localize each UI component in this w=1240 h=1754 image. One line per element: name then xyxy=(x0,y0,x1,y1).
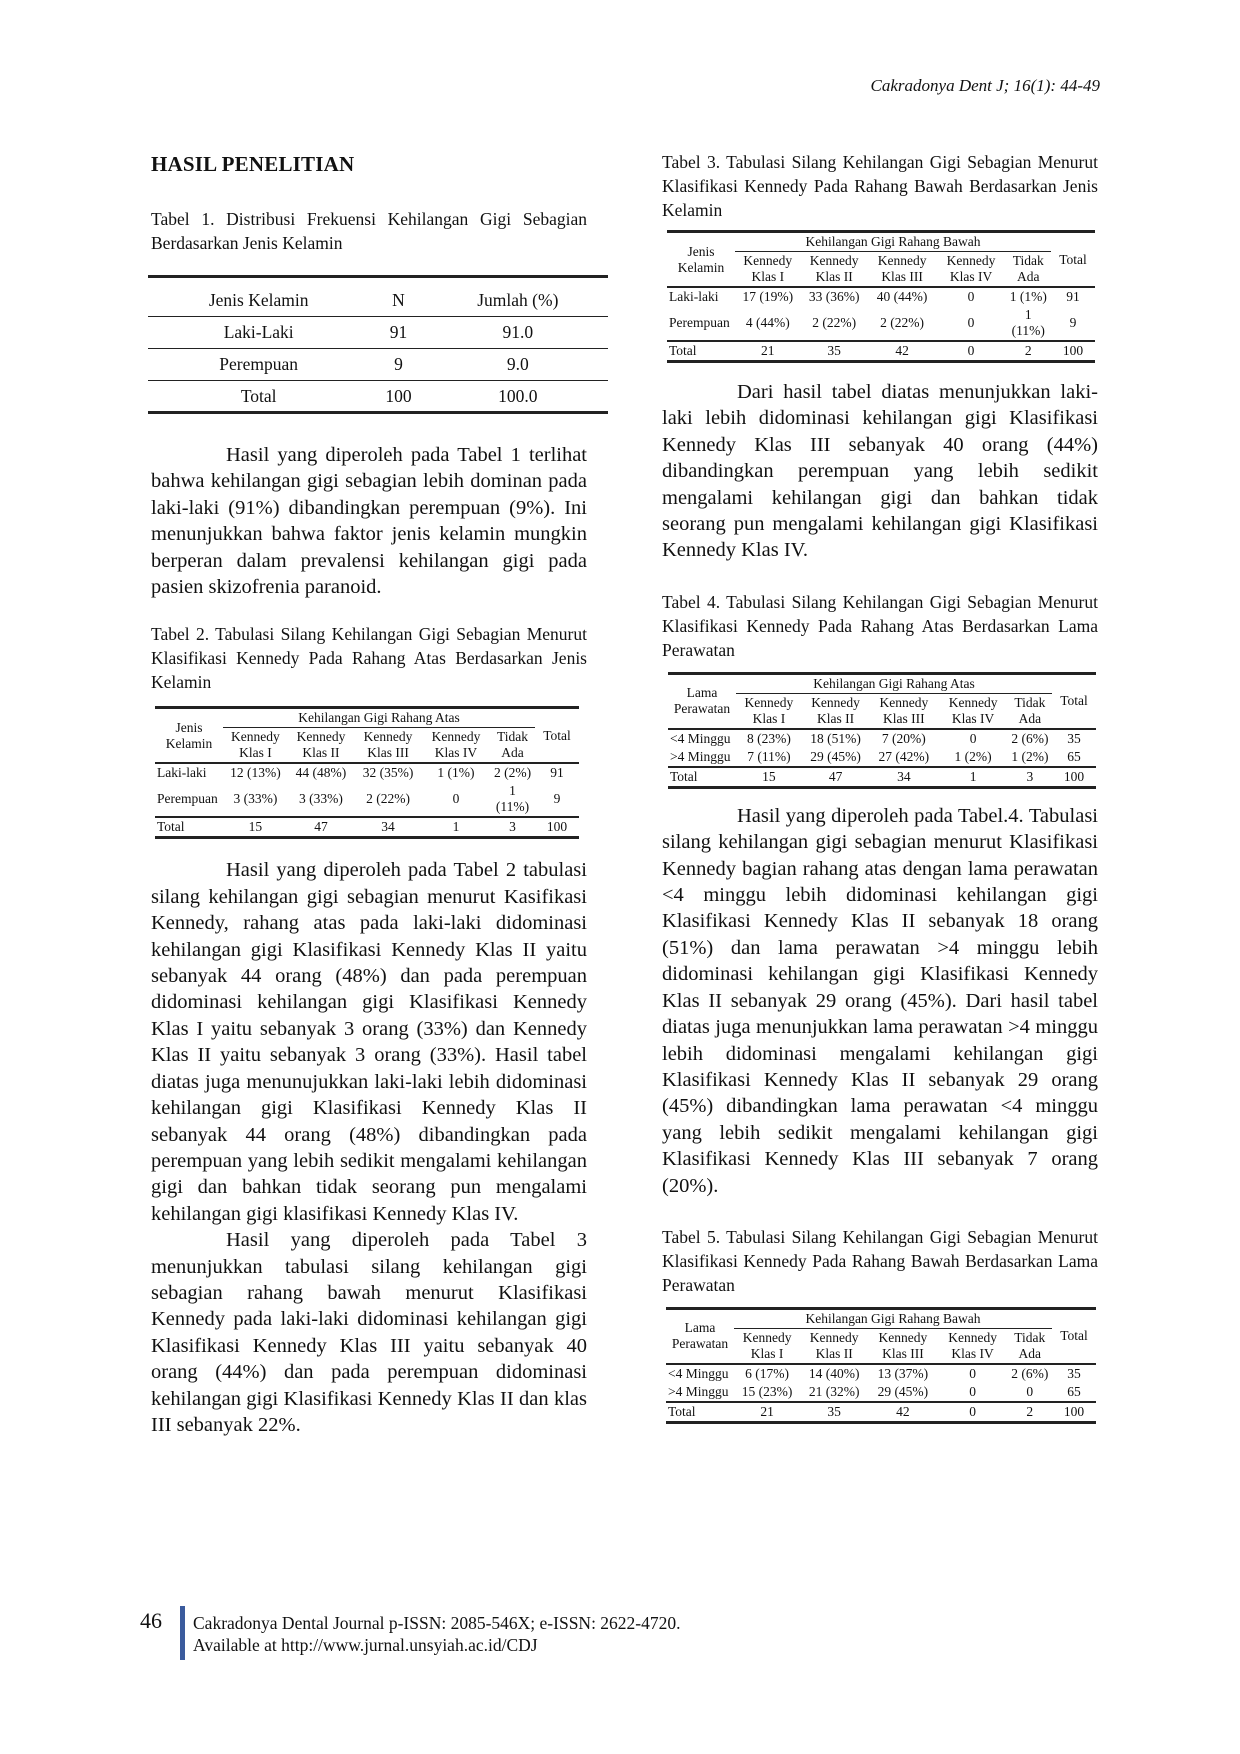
table-cell: 8 (23%) xyxy=(746,730,791,746)
table-row xyxy=(668,748,1096,767)
table-cell: 15 (23%) xyxy=(741,1383,793,1399)
column-header-cell: Kennedy Klas II xyxy=(800,1328,868,1364)
total-cell: 34 xyxy=(869,767,938,788)
table-cell: 7 (20%) xyxy=(881,730,926,746)
table-cell: 1 (1%) xyxy=(1009,289,1047,304)
row-header-cell: Lama Perawatan xyxy=(668,673,736,729)
total-cell: 47 xyxy=(802,767,869,788)
table1-row xyxy=(148,349,608,381)
table-cell: 2 (6%) xyxy=(1011,730,1049,746)
right-column xyxy=(662,150,1098,1424)
column-header-cell: Kennedy Klas IV xyxy=(422,728,490,764)
table1-header-row xyxy=(148,277,608,317)
column-header-cell: Kennedy Klas I xyxy=(223,728,288,764)
table-header-row xyxy=(667,232,1095,252)
table-cell: 29 (45%) xyxy=(877,1383,929,1399)
row-label-cell: Laki-laki xyxy=(157,765,207,781)
row-total-cell: 91 xyxy=(550,765,564,781)
table-row xyxy=(666,1364,1096,1383)
group-header-cell: Kehilangan Gigi Rahang Bawah xyxy=(735,232,1051,252)
table-cell: 32 (35%) xyxy=(362,765,414,781)
row-total-cell: 91 xyxy=(1066,289,1080,304)
table-cell: 12 (13%) xyxy=(230,765,281,781)
column-header-cell: Kennedy Klas II xyxy=(801,252,868,288)
column-header-cell: Kennedy Klas II xyxy=(288,728,354,764)
row-header-cell: Jenis Kelamin xyxy=(155,708,223,764)
table-cell: 6 (17%) xyxy=(745,1365,790,1381)
total-header-cell: Total xyxy=(1052,673,1096,729)
left-column xyxy=(151,150,587,1438)
total-header-cell: Total xyxy=(1051,232,1095,288)
table-cell: 14 (40%) xyxy=(808,1365,860,1381)
total-cell: 35 xyxy=(801,341,868,362)
cross-table xyxy=(155,706,579,839)
table4 xyxy=(668,672,1098,789)
column-header-cell: Tidak Ada xyxy=(490,728,535,764)
table1-row xyxy=(148,317,608,349)
column-header-cell: Kennedy Klas I xyxy=(735,252,801,288)
total-cell: 47 xyxy=(288,817,354,838)
table-cell: 1 (11%) xyxy=(495,783,530,815)
table-cell: 2 (22%) xyxy=(812,315,857,330)
table-cell: 2 (2%) xyxy=(493,765,532,781)
column-header-cell: Kennedy Klas IV xyxy=(937,252,1006,288)
table-cell: 0 xyxy=(967,315,975,330)
total-cell: 42 xyxy=(868,1402,938,1423)
paragraph-tabel1: Hasil yang diperoleh pada Tabel 1 terlihat bahwa kehilangan gigi sebagian lebih dominan pada laki-laki (91%) dibandingkan perempuan (9%). Ini menunjukkan bahwa faktor jenis kelamin mungkin berperan dalam prevalensi kehilangan gigi pada pasien skizofrenia paranoid. xyxy=(151,444,587,599)
column-header-cell: Kennedy Klas III xyxy=(869,693,938,729)
grand-total-cell: 100 xyxy=(1052,767,1096,788)
table1-caption: Tabel 1. Distribusi Frekuensi Kehilangan Gigi Sebagian Berdasarkan Jenis Kelamin xyxy=(151,209,587,253)
group-header-cell: Kehilangan Gigi Rahang Atas xyxy=(223,708,535,728)
table-row xyxy=(668,729,1096,748)
paragraph-tabel4: Hasil yang diperoleh pada Tabel.4. Tabulasi silang kehilangan gigi sebagian menurut Klasifikasi Kennedy bagian rahang atas dengan lama perawatan <4 minggu lebih didominasi kehilangan gigi Klasifikasi Kennedy Klas II sebanyak 18 orang (51%) dan lama perawatan >4 minggu lebih didominasi kehilangan gigi Klasifikasi Kennedy Klas II sebanyak 29 orang (45%). Dari hasil tabel diatas juga menunjukkan lama perawatan >4 minggu lebih didominasi mengalami kehilangan gigi Klasifikasi Kennedy Klas II sebanyak 29 orang (45%) dibandingkan lama perawatan <4 minggu yang lebih sedikit mengalami kehilangan gigi Klasifikasi Kennedy Klas III sebanyak 7 orang (20%). xyxy=(662,804,1098,1197)
total-cell: 21 xyxy=(735,341,801,362)
section-title: HASIL PENELITIAN xyxy=(151,152,355,176)
table-cell: 0 xyxy=(969,730,977,746)
column-header-cell: Kennedy Klas I xyxy=(736,693,802,729)
table1-cell: 91 xyxy=(389,322,408,342)
row-label-cell: Laki-laki xyxy=(669,289,719,304)
column-header-cell: Kennedy Klas III xyxy=(868,252,937,288)
table-row xyxy=(155,782,579,817)
table1-cell: 100.0 xyxy=(498,385,538,406)
total-cell: 1 xyxy=(422,817,490,838)
table1-header-cell: Jenis Kelamin xyxy=(208,289,309,310)
column-header-cell: Kennedy Klas IV xyxy=(938,693,1007,729)
table-cell: 33 (36%) xyxy=(808,289,860,304)
total-cell: 2 xyxy=(1006,341,1051,362)
table-cell: 1 (11%) xyxy=(1011,307,1045,338)
total-cell: 3 xyxy=(1008,767,1052,788)
row-total-cell: 35 xyxy=(1067,730,1081,746)
table1-total-row xyxy=(148,381,608,413)
table-cell: 13 (37%) xyxy=(877,1365,929,1381)
total-cell: 15 xyxy=(736,767,802,788)
row-label-cell: Perempuan xyxy=(669,315,730,330)
table1-cell: Total xyxy=(240,385,277,406)
table-cell: 3 (33%) xyxy=(299,791,343,807)
row-label-cell: Perempuan xyxy=(157,791,218,807)
grand-total-cell: 100 xyxy=(1051,341,1095,362)
table1-cell: Perempuan xyxy=(219,354,299,374)
column-header-cell: Kennedy Klas I xyxy=(734,1328,800,1364)
column-header-cell: Tidak Ada xyxy=(1008,693,1052,729)
total-cell: 2 xyxy=(1008,1402,1052,1423)
paragraph-tabel3: Hasil yang diperoleh pada Tabel 3 menunjukkan tabulasi silang kehilangan gigi sebagian rahang bawah menurut Klasifikasi Kennedy pada laki-laki didominasi kehilangan gigi Klasifikasi Kennedy Klas III yaitu sebanyak 40 orang (44%) dan pada perempuan didominasi kehilangan gigi Klasifikasi Kennedy Klas II dan klas III sebanyak 22%. xyxy=(151,1229,587,1436)
total-cell: 15 xyxy=(223,817,288,838)
table1-header-cell: N xyxy=(392,289,405,310)
table-cell: 0 xyxy=(452,791,460,807)
total-cell: 1 xyxy=(938,767,1007,788)
row-total-cell: 65 xyxy=(1067,748,1081,764)
table-row xyxy=(155,763,579,782)
table-cell: 0 xyxy=(969,1365,976,1381)
table3 xyxy=(667,230,1098,363)
total-label-cell: Total xyxy=(667,341,735,362)
cross-table xyxy=(668,672,1096,789)
cross-table xyxy=(666,1307,1096,1424)
table3-caption: Tabel 3. Tabulasi Silang Kehilangan Gigi Sebagian Menurut Klasifikasi Kennedy Pada Rahang Bawah Berdasarkan Jenis Kelamin xyxy=(662,152,1098,220)
table-cell: 0 xyxy=(969,1383,976,1399)
table-total-row xyxy=(666,1402,1096,1423)
table1-cell: 100 xyxy=(385,385,412,406)
table-cell: 27 (42%) xyxy=(878,748,930,764)
table5-caption: Tabel 5. Tabulasi Silang Kehilangan Gigi Sebagian Menurut Klasifikasi Kennedy Pada Rahang Bawah Berdasarkan Lama Perawatan xyxy=(662,1226,1098,1295)
table5 xyxy=(666,1307,1098,1424)
table-cell: 2 (22%) xyxy=(366,791,410,807)
row-label-cell: <4 Minggu xyxy=(670,730,731,746)
table-cell: 18 (51%) xyxy=(810,730,861,746)
table-row xyxy=(666,1383,1096,1402)
total-cell: 3 xyxy=(490,817,535,838)
running-header: Cakradonya Dent J; 16(1): 44-49 xyxy=(870,76,1100,95)
table1-cell: 9 xyxy=(394,354,403,374)
table-header-row xyxy=(155,708,579,728)
total-cell: 0 xyxy=(938,1402,1008,1423)
total-cell: 42 xyxy=(868,341,937,362)
total-label-cell: Total xyxy=(666,1402,734,1423)
table-cell: 40 (44%) xyxy=(876,289,928,304)
column-header-cell: Kennedy Klas III xyxy=(868,1328,938,1364)
column-header-cell: Tidak Ada xyxy=(1006,252,1051,288)
row-label-cell: >4 Minggu xyxy=(668,1383,729,1399)
table-total-row xyxy=(155,817,579,838)
grand-total-cell: 100 xyxy=(1052,1402,1096,1423)
total-cell: 0 xyxy=(937,341,1006,362)
footer-journal-line: Cakradonya Dental Journal p-ISSN: 2085-546X; e-ISSN: 2622-4720. xyxy=(193,1613,681,1633)
footer-text xyxy=(193,1612,893,1656)
column-header-cell: Tidak Ada xyxy=(1008,1328,1052,1364)
column-header-cell: Kennedy Klas II xyxy=(802,693,869,729)
table1-header-cell: Jumlah (%) xyxy=(477,289,559,310)
row-header-cell: Jenis Kelamin xyxy=(667,232,735,288)
total-cell: 35 xyxy=(800,1402,868,1423)
table1 xyxy=(148,275,608,414)
total-cell: 21 xyxy=(734,1402,800,1423)
table-header-row xyxy=(668,673,1096,693)
table-total-row xyxy=(668,767,1096,788)
table-cell: 2 (6%) xyxy=(1011,1365,1049,1381)
total-header-cell: Total xyxy=(1052,1308,1096,1364)
total-label-cell: Total xyxy=(155,817,223,838)
table-cell: 1 (2%) xyxy=(954,748,992,764)
table-total-row xyxy=(667,341,1095,362)
table2 xyxy=(155,706,587,839)
row-total-cell: 9 xyxy=(1069,315,1077,330)
table-cell: 29 (45%) xyxy=(810,748,861,764)
table-cell: 4 (44%) xyxy=(745,315,790,330)
table-cell: 2 (22%) xyxy=(880,315,925,330)
table-cell: 0 xyxy=(1026,1383,1034,1399)
cross-table xyxy=(667,230,1095,363)
row-label-cell: <4 Minggu xyxy=(668,1365,729,1381)
row-total-cell: 9 xyxy=(553,791,561,807)
table-row xyxy=(667,287,1095,306)
table-cell: 17 (19%) xyxy=(742,289,794,304)
table-cell: 7 (11%) xyxy=(747,748,791,764)
total-label-cell: Total xyxy=(668,767,736,788)
table2-caption: Tabel 2. Tabulasi Silang Kehilangan Gigi Sebagian Menurut Klasifikasi Kennedy Pada Rahang Atas Berdasarkan Jenis Kelamin xyxy=(151,624,587,693)
table-cell: 1 (2%) xyxy=(1011,748,1049,764)
paragraph-tabel3-summary: Dari hasil tabel diatas menunjukkan laki-laki lebih didominasi kehilangan gigi Klasifikasi Kennedy Klas III sebanyak 40 orang (44%) dibandingkan perempuan yang lebih sedikit mengalami kehilangan gigi dan bahkan tidak seorang pun mengalami kehilangan gigi Klasifikasi Kennedy Klas IV. xyxy=(662,381,1098,562)
table4-caption: Tabel 4. Tabulasi Silang Kehilangan Gigi Sebagian Menurut Klasifikasi Kennedy Pada Rahang Atas Berdasarkan Lama Perawatan xyxy=(662,591,1098,660)
paragraph-tabel2: Hasil yang diperoleh pada Tabel 2 tabulasi silang kehilangan gigi sebagian menurut Kasifikasi Kennedy, rahang atas pada laki-laki didominasi kehilangan gigi Klasifikasi Kennedy Klas II yaitu sebanyak 44 orang (48%) dan pada perempuan didominasi kehilangan gigi Klasifikasi Kennedy Klas I yaitu sebanyak 3 orang (33%) dan Kennedy Klas II yaitu sebanyak 3 orang (33%). Hasil tabel diatas juga menunujukkan laki-laki lebih didominasi kehilangan gigi Klasifikasi Kennedy Klas II sebanyak 44 orang (48%) dibandingkan pada perempuan yang lebih sedikit mengalami kehilangan gigi dan bahkan tidak seorang pun mengalami kehilangan gigi klasifikasi Kennedy Klas IV. xyxy=(151,859,587,1225)
total-header-cell: Total xyxy=(535,708,579,764)
row-header-cell: Lama Perawatan xyxy=(666,1308,734,1364)
table-cell: 1 (1%) xyxy=(437,765,475,781)
table-cell: 0 xyxy=(967,289,975,304)
group-header-cell: Kehilangan Gigi Rahang Atas xyxy=(736,673,1052,693)
row-total-cell: 35 xyxy=(1067,1365,1081,1381)
footer-divider-bar xyxy=(180,1606,185,1660)
table-header-row xyxy=(666,1308,1096,1328)
table-cell: 21 (32%) xyxy=(808,1383,860,1399)
table1-cell: 91.0 xyxy=(502,322,534,342)
group-header-cell: Kehilangan Gigi Rahang Bawah xyxy=(734,1308,1052,1328)
row-label-cell: >4 Minggu xyxy=(670,748,731,764)
row-total-cell: 65 xyxy=(1067,1383,1081,1399)
footer-url-line: Available at http://www.jurnal.unsyiah.ac.id/CDJ xyxy=(193,1635,538,1655)
table-row xyxy=(667,306,1095,341)
total-cell: 34 xyxy=(354,817,422,838)
column-header-cell: Kennedy Klas IV xyxy=(938,1328,1008,1364)
table1-cell: Laki-Laki xyxy=(223,322,294,342)
grand-total-cell: 100 xyxy=(535,817,579,838)
column-header-cell: Kennedy Klas III xyxy=(354,728,422,764)
page-number: 46 xyxy=(140,1608,162,1633)
table-cell: 3 (33%) xyxy=(233,791,278,807)
table1-cell: 9.0 xyxy=(506,354,529,374)
table-cell: 44 (48%) xyxy=(295,765,347,781)
